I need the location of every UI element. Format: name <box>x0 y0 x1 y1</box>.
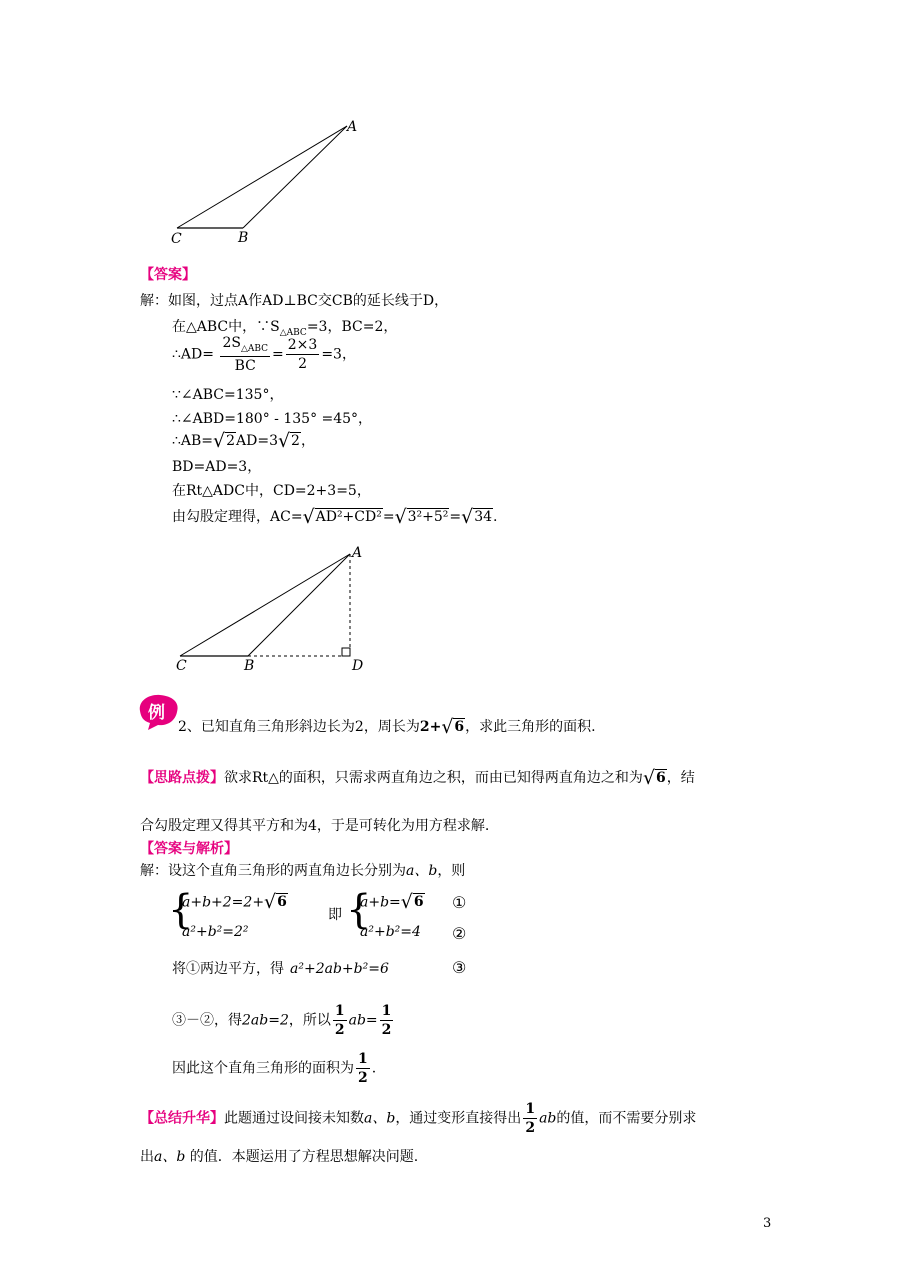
system-1-row-2: a²+b²=2² <box>182 924 249 940</box>
example-question: 2、已知直角三角形斜边长为2，周长为2+ √ 6 ，求此三角形的面积. <box>178 715 596 738</box>
sol-line-2: 在△ABC中，$\because S_{\triangle ABC}=3$，BC=2， <box>172 319 398 338</box>
example-badge-icon <box>136 692 182 730</box>
analysis-line-5: 因此这个直角三角形的面积为 $\frac{1}{2}$ . <box>172 1051 377 1086</box>
hint-tag: 【思路点拨】 <box>140 770 224 786</box>
system-brace-1: { <box>168 887 194 933</box>
sol-line-7: BD=AD=3， <box>172 459 262 475</box>
page-number: 3 <box>763 1216 772 1231</box>
answer-tag: 【答案】 <box>140 267 196 283</box>
svg-text:例: 例 <box>148 703 165 723</box>
label-C: C <box>176 658 187 674</box>
triangle-figure-1 <box>165 115 375 250</box>
circle-1: ① <box>452 893 467 912</box>
label-A: A <box>347 119 358 135</box>
sol-line-8: 在Rt△ADC中，CD=2+3=5， <box>172 483 371 499</box>
label-D: D <box>352 658 364 674</box>
summary-line-2: 出a、b 的值．本题运用了方程思想解决问题. <box>140 1149 419 1165</box>
hint-line-2: 合勾股定理又得其平方和为4，于是可转化为用方程求解. <box>140 818 490 834</box>
example-badge <box>136 692 182 730</box>
hint-line-1: 【思路点拨】欲求Rt△的面积，只需求两直角边之积，而由已知得两直角边之和为 √ 6 ，结 <box>140 766 695 789</box>
label-B: B <box>238 230 249 246</box>
fraction-ad-2: $\frac{2\times 3}{2}$ <box>287 336 318 372</box>
system-2-row-2: a²+b²=4 <box>360 924 421 940</box>
system-brace-2: { <box>346 887 372 933</box>
label-B: B <box>244 658 255 674</box>
summary-tag: 【总结升华】 <box>140 1110 224 1127</box>
ji-text: 即 <box>328 907 342 923</box>
circle-3: ③ <box>452 958 467 977</box>
label-C: C <box>171 231 182 247</box>
system-1-row-1: a+b+2=2+ √ 6 <box>182 891 287 913</box>
analysis-line-3: 将①两边平方，得 a²+2ab+b²=6 <box>172 961 389 977</box>
system-2-row-1: a+b= √ 6 <box>360 891 424 913</box>
sol-line-9: 由勾股定理得，AC= √ AD²+CD² = √ 3²+5² = √ 34 . <box>172 505 498 528</box>
analysis-tag: 【答案与解析】 <box>140 841 238 857</box>
triangle-figure-2 <box>168 540 378 675</box>
sol-line-5: ∴∠ABD=180° - 135° =45°， <box>172 411 373 427</box>
fraction-ad-1: $\frac{2S_{\triangle ABC}}{BC}$ <box>222 335 269 374</box>
analysis-line-4: ③－②，得2ab=2，所以 $\frac{1}{2}$ ab= $\frac{1}{2}$ <box>172 1003 392 1038</box>
label-A: A <box>352 545 363 561</box>
sol-line-3: ∴AD= $\frac{2S_{\triangle ABC}}{BC}$ = $\frac{2\times 3}{2}$ =3， <box>172 335 356 374</box>
summary-line-1: 【总结升华】此题通过设间接未知数a、b，通过变形直接得出 $\frac{1}{2}$ ab的值，而不需要分别求 <box>140 1101 697 1136</box>
sol-line-6: ∴AB= √ 2 AD=3 √ 2 ， <box>172 429 315 452</box>
sol-line-1: 解：如图，过点A作AD⊥BC交CB的延长线于D， <box>140 293 449 309</box>
analysis-line-1: 解：设这个直角三角形的两直角边长分别为a、b，则 <box>140 863 466 879</box>
sol-line-4: ∵∠ABC=135°， <box>172 387 284 403</box>
circle-2: ② <box>452 924 467 943</box>
